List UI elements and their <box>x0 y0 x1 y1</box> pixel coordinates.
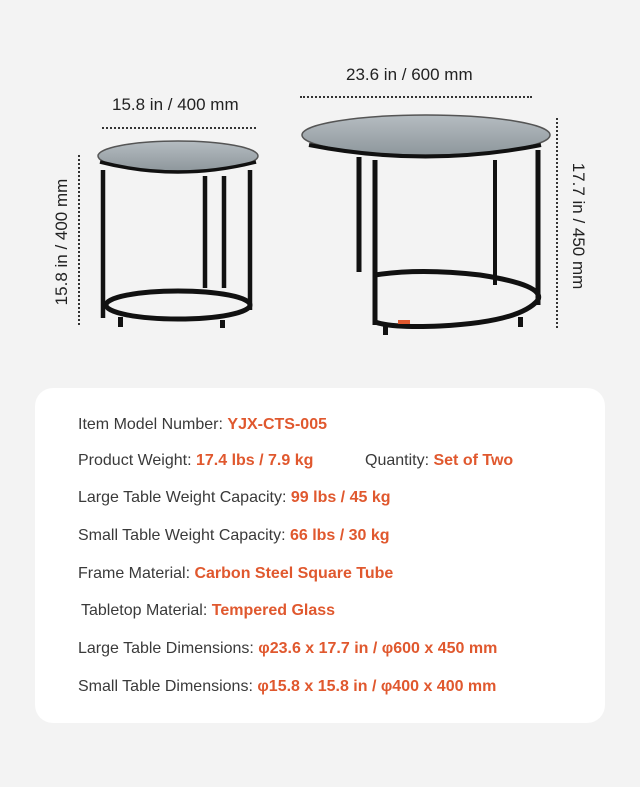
spec-value: Tempered Glass <box>211 602 336 619</box>
spec-label: Small Table Weight Capacity: <box>78 527 290 544</box>
spec-value: φ15.8 x 15.8 in / φ400 x 400 mm <box>257 678 497 695</box>
small-table-height-label: 15.8 in / 400 mm <box>52 178 71 306</box>
spec-large-dimensions <box>78 640 497 658</box>
large-table <box>302 115 550 335</box>
spec-label: Item Model Number: <box>78 416 228 433</box>
spec-value: 66 lbs / 30 kg <box>289 527 390 544</box>
small-table <box>98 141 258 328</box>
spec-quantity <box>365 452 513 470</box>
spec-tabletop-material <box>81 602 335 620</box>
specifications-card <box>35 388 605 723</box>
spec-label: Large Table Weight Capacity: <box>78 489 291 506</box>
large-table-width-label: 23.6 in / 600 mm <box>346 65 473 84</box>
spec-value: 99 lbs / 45 kg <box>290 489 391 506</box>
spec-label: Large Table Dimensions: <box>78 640 259 657</box>
spec-value: Carbon Steel Square Tube <box>194 565 394 582</box>
spec-model-number <box>78 416 327 434</box>
spec-label: Tabletop Material: <box>81 602 212 619</box>
spec-small-dimensions <box>78 678 496 696</box>
large-table-height-label: 17.7 in / 450 mm <box>569 162 588 290</box>
spec-label: Frame Material: <box>78 565 195 582</box>
nesting-tables-illustration <box>0 0 640 380</box>
spec-value: Set of Two <box>433 452 514 469</box>
spec-large-capacity <box>78 489 390 507</box>
spec-label: Quantity: <box>365 452 434 469</box>
spec-label: Small Table Dimensions: <box>78 678 258 695</box>
spec-value: φ23.6 x 17.7 in / φ600 x 450 mm <box>258 640 498 657</box>
spec-frame-material <box>78 565 393 583</box>
spec-product-weight <box>78 452 313 470</box>
spec-value: YJX-CTS-005 <box>227 416 327 433</box>
spec-value: 17.4 lbs / 7.9 kg <box>195 452 314 469</box>
spec-label: Product Weight: <box>78 452 196 469</box>
small-table-width-label: 15.8 in / 400 mm <box>112 95 239 114</box>
spec-small-capacity <box>78 527 390 545</box>
